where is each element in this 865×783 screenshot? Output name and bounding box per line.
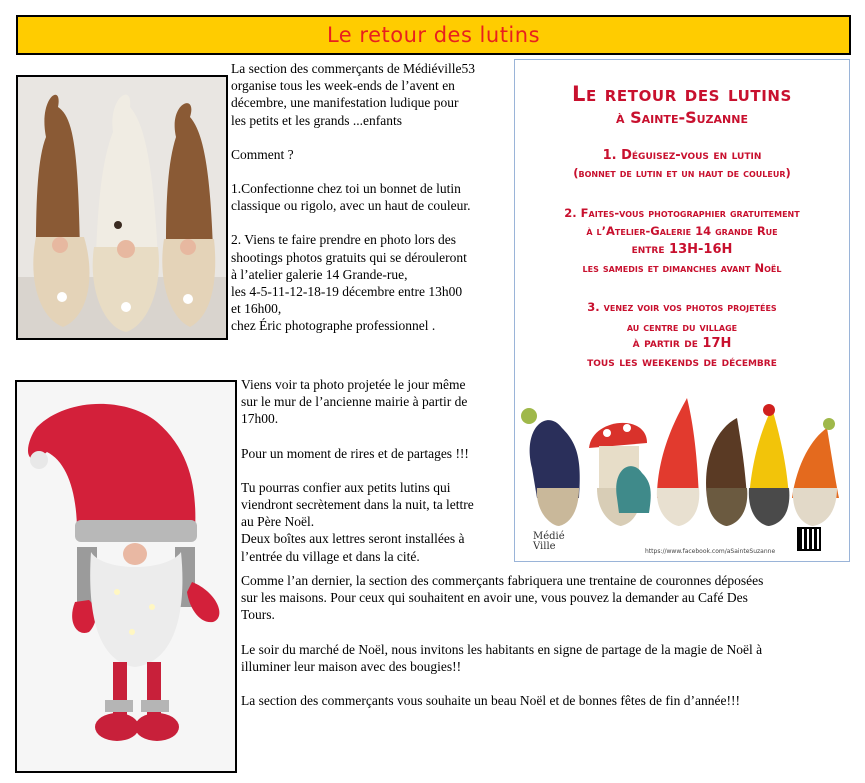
poster-line: les samedis et dimanches avant Noël: [582, 261, 782, 275]
couronnes-line: sur les maisons. Pour ceux qui souhaitent en avoir une, vous pouvez la demander au Café Des: [241, 590, 748, 606]
poster-line: 2. Faites-vous photographier gratuitement: [564, 206, 800, 220]
step2-line: à l’atelier galerie 14 Grande-rue,: [231, 266, 408, 282]
step2-line: chez Éric photographe professionnel .: [231, 318, 436, 334]
qr-code-icon: [797, 527, 821, 551]
comment-heading: Comment ?: [231, 146, 294, 162]
poster-line: à partir de 17H: [632, 336, 732, 351]
step3-line: 17h00.: [241, 411, 279, 427]
bougies-line: illuminer leur maison avec des bougies!!: [241, 658, 462, 674]
step2-line: les 4-5-11-12-18-19 décembre entre 13h00: [231, 284, 463, 300]
poster-logo: Médié Ville: [533, 531, 565, 552]
couronnes-line: Tours.: [241, 607, 275, 623]
step2-line: 2. Viens te faire prendre en photo lors des: [231, 232, 456, 248]
poster-gnomes-illustration: [517, 388, 847, 528]
title-banner: [16, 15, 851, 55]
couronnes-line: Comme l’an dernier, la section des commerçants fabriquera une trentaine de couronnes déposées: [241, 573, 764, 588]
lettre-line: au Père Noël.: [241, 514, 315, 530]
lettre-line: Deux boîtes aux lettres seront installées à: [241, 531, 465, 547]
bottom-text: [241, 572, 853, 709]
poster-line: tous les weekends de décembre: [587, 355, 777, 370]
intro-line: décembre, une manifestation ludique pour: [231, 95, 459, 111]
poster-line: 3. venez voir vos photos projetées: [587, 300, 777, 314]
intro-line: organise tous les week-ends de l’avent en: [231, 78, 455, 94]
step1-line: 1.Confectionne chez toi un bonnet de lutin: [231, 181, 461, 197]
step2-line: et 16h00,: [231, 301, 282, 317]
step3-line: Viens voir ta photo projetée le jour même: [241, 377, 466, 392]
poster-title: Le retour des lutins: [572, 82, 792, 106]
poster-line: à l’Atelier-Galerie 14 grande Rue: [586, 224, 778, 238]
rires-line: Pour un moment de rires et de partages !!!: [241, 445, 469, 461]
poster-url: https://www.facebook.com/aSainteSuzanne: [645, 548, 776, 555]
intro-text: [231, 60, 511, 335]
bougies-line: Le soir du marché de Noël, nous invitons les habitants en signe de partage de la magie de Noël à: [241, 641, 763, 657]
intro-line: La section des commerçants de Médiéville53: [231, 61, 476, 76]
red-gnome-photo: [15, 380, 237, 773]
poster-line: entre 13H-16H: [631, 242, 733, 257]
lettre-line: viendront secrètement dans la nuit, ta lettre: [241, 497, 474, 513]
step2-line: shootings photos gratuits qui se dérouleront: [231, 249, 467, 265]
event-poster: [514, 59, 850, 562]
lettre-line: Tu pourras confier aux petits lutins qui: [241, 479, 451, 495]
lettre-line: l’entrée du village et dans la cité.: [241, 548, 420, 564]
page-title: Le retour des lutins: [326, 23, 541, 47]
voeux-line: La section des commerçants vous souhaite un beau Noël et de bonnes fêtes de fin d’année!!!: [241, 693, 740, 709]
poster-subtitle: à Sainte-Suzanne: [616, 108, 748, 127]
intro-line: les petits et les grands ...enfants: [231, 112, 402, 128]
poster-line: 1. Déguisez-vous en lutin: [602, 148, 762, 163]
poster-line: (bonnet de lutin et un haut de couleur): [573, 166, 791, 180]
gnomes-trio-photo: [16, 75, 228, 340]
step1-line: classique ou rigolo, avec un haut de couleur.: [231, 198, 471, 214]
poster-line: au centre du village: [626, 320, 738, 334]
step3-line: sur le mur de l’ancienne mairie à partir de: [241, 394, 468, 410]
middle-text: [241, 376, 513, 565]
